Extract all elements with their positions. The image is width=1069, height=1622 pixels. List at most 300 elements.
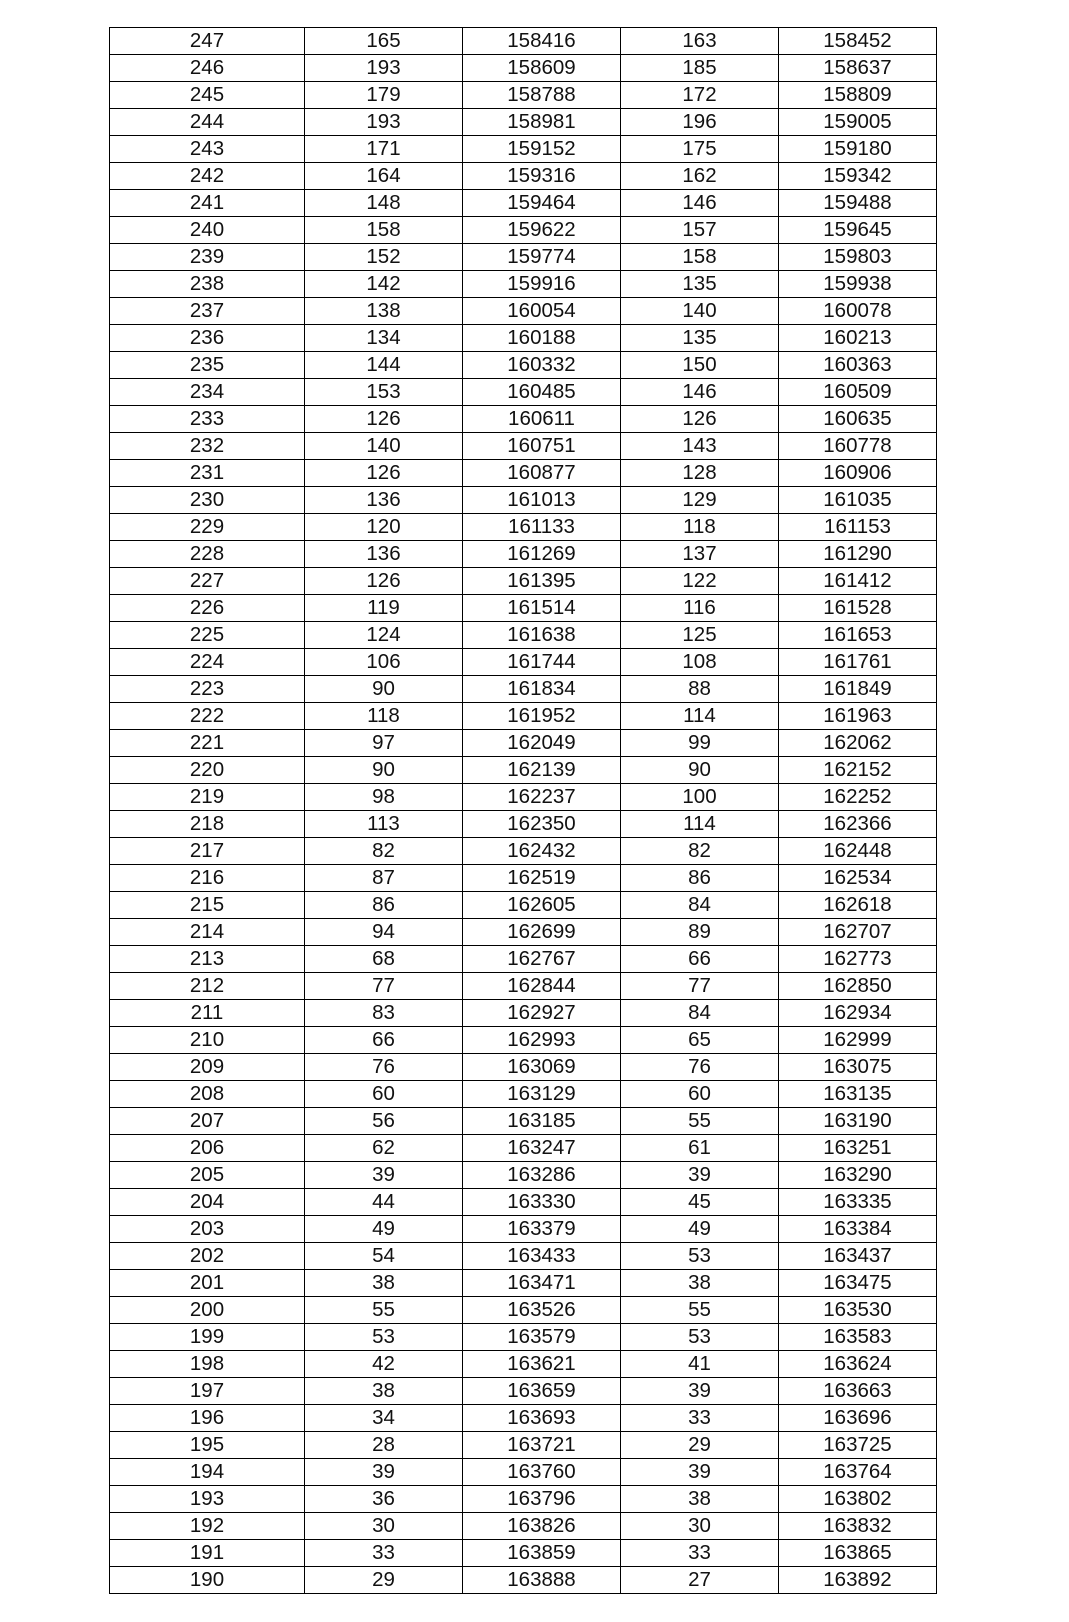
- count-cell: 119: [305, 595, 463, 622]
- cumulative-cell: 162699: [463, 919, 621, 946]
- count-cell: 97: [305, 730, 463, 757]
- count-cell-2: 49: [621, 1216, 779, 1243]
- count-cell: 77: [305, 973, 463, 1000]
- score-cell: 231: [110, 460, 305, 487]
- count-cell: 49: [305, 1216, 463, 1243]
- table-row: [110, 676, 937, 703]
- cumulative-cell: 160877: [463, 460, 621, 487]
- cumulative-cell: 163796: [463, 1486, 621, 1513]
- cumulative-cell-2: 163290: [779, 1162, 937, 1189]
- count-cell: 90: [305, 676, 463, 703]
- count-cell: 126: [305, 406, 463, 433]
- count-cell-2: 86: [621, 865, 779, 892]
- count-cell-2: 33: [621, 1405, 779, 1432]
- count-cell: 39: [305, 1459, 463, 1486]
- score-cell: 207: [110, 1108, 305, 1135]
- count-cell-2: 99: [621, 730, 779, 757]
- cumulative-cell: 163826: [463, 1513, 621, 1540]
- count-cell-2: 122: [621, 568, 779, 595]
- table-row: [110, 973, 937, 1000]
- cumulative-cell: 161952: [463, 703, 621, 730]
- score-cell: 200: [110, 1297, 305, 1324]
- table-row: [110, 55, 937, 82]
- score-cell: 193: [110, 1486, 305, 1513]
- count-cell: 76: [305, 1054, 463, 1081]
- cumulative-cell-2: 160906: [779, 460, 937, 487]
- count-cell-2: 114: [621, 703, 779, 730]
- score-cell: 244: [110, 109, 305, 136]
- count-cell: 90: [305, 757, 463, 784]
- count-cell-2: 66: [621, 946, 779, 973]
- count-cell: 54: [305, 1243, 463, 1270]
- cumulative-cell-2: 162366: [779, 811, 937, 838]
- cumulative-cell-2: 161153: [779, 514, 937, 541]
- count-cell: 136: [305, 541, 463, 568]
- cumulative-cell: 163069: [463, 1054, 621, 1081]
- cumulative-cell: 163659: [463, 1378, 621, 1405]
- count-cell: 82: [305, 838, 463, 865]
- cumulative-cell: 161013: [463, 487, 621, 514]
- score-cell: 227: [110, 568, 305, 595]
- score-cell: 229: [110, 514, 305, 541]
- score-cell: 199: [110, 1324, 305, 1351]
- count-cell: 113: [305, 811, 463, 838]
- table-row: [110, 595, 937, 622]
- cumulative-cell: 163526: [463, 1297, 621, 1324]
- count-cell: 124: [305, 622, 463, 649]
- cumulative-cell: 160751: [463, 433, 621, 460]
- score-table-page: [109, 27, 937, 1594]
- table-row: [110, 1405, 937, 1432]
- count-cell-2: 172: [621, 82, 779, 109]
- cumulative-cell: 161133: [463, 514, 621, 541]
- table-row: [110, 271, 937, 298]
- cumulative-cell-2: 163764: [779, 1459, 937, 1486]
- count-cell-2: 118: [621, 514, 779, 541]
- cumulative-cell: 162350: [463, 811, 621, 838]
- count-cell: 144: [305, 352, 463, 379]
- count-cell-2: 135: [621, 325, 779, 352]
- score-cell: 230: [110, 487, 305, 514]
- cumulative-cell-2: 162448: [779, 838, 937, 865]
- count-cell: 193: [305, 55, 463, 82]
- count-cell: 148: [305, 190, 463, 217]
- count-cell-2: 90: [621, 757, 779, 784]
- count-cell-2: 175: [621, 136, 779, 163]
- table-row: [110, 1324, 937, 1351]
- count-cell-2: 140: [621, 298, 779, 325]
- cumulative-cell-2: 163475: [779, 1270, 937, 1297]
- cumulative-cell-2: 159005: [779, 109, 937, 136]
- score-cell: 247: [110, 28, 305, 55]
- table-row: [110, 217, 937, 244]
- table-row: [110, 1216, 937, 1243]
- cumulative-cell-2: 162999: [779, 1027, 937, 1054]
- cumulative-cell-2: 161035: [779, 487, 937, 514]
- count-cell: 60: [305, 1081, 463, 1108]
- cumulative-cell: 160188: [463, 325, 621, 352]
- count-cell: 34: [305, 1405, 463, 1432]
- cumulative-cell: 160611: [463, 406, 621, 433]
- table-row: [110, 298, 937, 325]
- score-cell: 197: [110, 1378, 305, 1405]
- count-cell: 158: [305, 217, 463, 244]
- score-cell: 195: [110, 1432, 305, 1459]
- cumulative-cell: 163579: [463, 1324, 621, 1351]
- count-cell: 42: [305, 1351, 463, 1378]
- score-cell: 232: [110, 433, 305, 460]
- table-row: [110, 1297, 937, 1324]
- count-cell: 33: [305, 1540, 463, 1567]
- score-cell: 237: [110, 298, 305, 325]
- score-cell: 226: [110, 595, 305, 622]
- count-cell: 83: [305, 1000, 463, 1027]
- table-row: [110, 1081, 937, 1108]
- table-row: [110, 811, 937, 838]
- score-cell: 241: [110, 190, 305, 217]
- table-row: [110, 1162, 937, 1189]
- cumulative-cell-2: 161849: [779, 676, 937, 703]
- cumulative-cell: 160485: [463, 379, 621, 406]
- cumulative-cell-2: 160509: [779, 379, 937, 406]
- score-cell: 239: [110, 244, 305, 271]
- cumulative-cell: 159152: [463, 136, 621, 163]
- cumulative-cell-2: 160635: [779, 406, 937, 433]
- cumulative-cell: 162605: [463, 892, 621, 919]
- cumulative-cell: 162993: [463, 1027, 621, 1054]
- score-cell: 236: [110, 325, 305, 352]
- cumulative-cell-2: 162618: [779, 892, 937, 919]
- count-cell: 164: [305, 163, 463, 190]
- score-cell: 238: [110, 271, 305, 298]
- table-row: [110, 1513, 937, 1540]
- score-cell: 196: [110, 1405, 305, 1432]
- score-cell: 223: [110, 676, 305, 703]
- cumulative-cell-2: 159803: [779, 244, 937, 271]
- cumulative-cell-2: 158452: [779, 28, 937, 55]
- cumulative-cell-2: 161412: [779, 568, 937, 595]
- cumulative-cell-2: 163583: [779, 1324, 937, 1351]
- count-cell: 126: [305, 568, 463, 595]
- score-cell: 194: [110, 1459, 305, 1486]
- cumulative-cell: 162139: [463, 757, 621, 784]
- cumulative-cell: 159916: [463, 271, 621, 298]
- cumulative-cell-2: 159180: [779, 136, 937, 163]
- cumulative-cell: 158609: [463, 55, 621, 82]
- cumulative-cell: 162767: [463, 946, 621, 973]
- count-cell: 179: [305, 82, 463, 109]
- cumulative-cell-2: 159645: [779, 217, 937, 244]
- score-cell: 216: [110, 865, 305, 892]
- count-cell: 39: [305, 1162, 463, 1189]
- table-row: [110, 406, 937, 433]
- score-cell: 235: [110, 352, 305, 379]
- count-cell-2: 55: [621, 1108, 779, 1135]
- count-cell-2: 41: [621, 1351, 779, 1378]
- cumulative-cell-2: 158809: [779, 82, 937, 109]
- count-cell: 106: [305, 649, 463, 676]
- score-cell: 233: [110, 406, 305, 433]
- table-row: [110, 163, 937, 190]
- cumulative-cell-2: 162850: [779, 973, 937, 1000]
- count-cell: 120: [305, 514, 463, 541]
- score-cell: 222: [110, 703, 305, 730]
- score-cell: 210: [110, 1027, 305, 1054]
- count-cell: 126: [305, 460, 463, 487]
- table-row: [110, 487, 937, 514]
- score-cell: 192: [110, 1513, 305, 1540]
- count-cell: 142: [305, 271, 463, 298]
- score-cell: 205: [110, 1162, 305, 1189]
- cumulative-cell-2: 163832: [779, 1513, 937, 1540]
- count-cell-2: 137: [621, 541, 779, 568]
- cumulative-cell: 162844: [463, 973, 621, 1000]
- table-row: [110, 514, 937, 541]
- count-cell: 153: [305, 379, 463, 406]
- cumulative-cell-2: 162062: [779, 730, 937, 757]
- count-cell: 98: [305, 784, 463, 811]
- table-row: [110, 757, 937, 784]
- table-row: [110, 244, 937, 271]
- count-cell: 55: [305, 1297, 463, 1324]
- score-cell: 245: [110, 82, 305, 109]
- count-cell-2: 157: [621, 217, 779, 244]
- table-row: [110, 1000, 937, 1027]
- score-cell: 217: [110, 838, 305, 865]
- score-cell: 212: [110, 973, 305, 1000]
- cumulative-cell-2: 162773: [779, 946, 937, 973]
- table-row: [110, 1108, 937, 1135]
- table-row: [110, 1378, 937, 1405]
- table-row: [110, 838, 937, 865]
- count-cell-2: 150: [621, 352, 779, 379]
- count-cell-2: 89: [621, 919, 779, 946]
- table-row: [110, 1459, 937, 1486]
- count-cell-2: 163: [621, 28, 779, 55]
- count-cell-2: 39: [621, 1162, 779, 1189]
- count-cell-2: 146: [621, 190, 779, 217]
- count-cell: 29: [305, 1567, 463, 1594]
- table-body: [110, 28, 937, 1594]
- score-cell: 214: [110, 919, 305, 946]
- table-row: [110, 946, 937, 973]
- cumulative-cell-2: 161528: [779, 595, 937, 622]
- count-cell-2: 39: [621, 1459, 779, 1486]
- count-cell: 56: [305, 1108, 463, 1135]
- table-row: [110, 1351, 937, 1378]
- count-cell: 66: [305, 1027, 463, 1054]
- score-cell: 198: [110, 1351, 305, 1378]
- table-row: [110, 1135, 937, 1162]
- cumulative-cell: 163185: [463, 1108, 621, 1135]
- score-cell: 219: [110, 784, 305, 811]
- score-cell: 224: [110, 649, 305, 676]
- cumulative-cell-2: 158637: [779, 55, 937, 82]
- cumulative-cell-2: 163075: [779, 1054, 937, 1081]
- count-cell-2: 84: [621, 892, 779, 919]
- cumulative-cell: 163286: [463, 1162, 621, 1189]
- cumulative-cell-2: 161761: [779, 649, 937, 676]
- table-row: [110, 568, 937, 595]
- table-row: [110, 1243, 937, 1270]
- score-cell: 225: [110, 622, 305, 649]
- score-cell: 213: [110, 946, 305, 973]
- count-cell-2: 114: [621, 811, 779, 838]
- cumulative-cell-2: 163865: [779, 1540, 937, 1567]
- count-cell: 171: [305, 136, 463, 163]
- count-cell: 193: [305, 109, 463, 136]
- count-cell-2: 116: [621, 595, 779, 622]
- table-row: [110, 460, 937, 487]
- cumulative-cell: 161395: [463, 568, 621, 595]
- cumulative-cell-2: 161653: [779, 622, 937, 649]
- cumulative-cell: 160332: [463, 352, 621, 379]
- table-row: [110, 82, 937, 109]
- cumulative-cell: 163888: [463, 1567, 621, 1594]
- cumulative-cell-2: 160778: [779, 433, 937, 460]
- count-cell-2: 53: [621, 1324, 779, 1351]
- cumulative-cell-2: 160363: [779, 352, 937, 379]
- table-row: [110, 1027, 937, 1054]
- score-cell: 209: [110, 1054, 305, 1081]
- cumulative-cell-2: 163135: [779, 1081, 937, 1108]
- count-cell-2: 38: [621, 1486, 779, 1513]
- count-cell: 94: [305, 919, 463, 946]
- count-cell: 136: [305, 487, 463, 514]
- table-row: [110, 784, 937, 811]
- cumulative-cell-2: 163663: [779, 1378, 937, 1405]
- cumulative-cell: 160054: [463, 298, 621, 325]
- count-cell-2: 100: [621, 784, 779, 811]
- count-cell-2: 108: [621, 649, 779, 676]
- cumulative-cell-2: 163802: [779, 1486, 937, 1513]
- count-cell: 30: [305, 1513, 463, 1540]
- cumulative-cell-2: 162707: [779, 919, 937, 946]
- count-cell-2: 82: [621, 838, 779, 865]
- count-cell-2: 76: [621, 1054, 779, 1081]
- count-cell: 87: [305, 865, 463, 892]
- cumulative-cell: 161269: [463, 541, 621, 568]
- cumulative-cell-2: 162534: [779, 865, 937, 892]
- score-cell: 204: [110, 1189, 305, 1216]
- table-row: [110, 190, 937, 217]
- count-cell-2: 125: [621, 622, 779, 649]
- score-cell: 242: [110, 163, 305, 190]
- cumulative-cell-2: 163190: [779, 1108, 937, 1135]
- count-cell: 140: [305, 433, 463, 460]
- score-cell: 246: [110, 55, 305, 82]
- table-row: [110, 433, 937, 460]
- cumulative-cell: 162519: [463, 865, 621, 892]
- count-cell-2: 84: [621, 1000, 779, 1027]
- count-cell: 152: [305, 244, 463, 271]
- score-cell: 221: [110, 730, 305, 757]
- cumulative-cell: 159774: [463, 244, 621, 271]
- count-cell: 36: [305, 1486, 463, 1513]
- count-cell-2: 60: [621, 1081, 779, 1108]
- score-cell: 243: [110, 136, 305, 163]
- cumulative-cell-2: 161290: [779, 541, 937, 568]
- table-row: [110, 649, 937, 676]
- table-row: [110, 109, 937, 136]
- cumulative-cell: 162432: [463, 838, 621, 865]
- score-cell: 228: [110, 541, 305, 568]
- table-row: [110, 622, 937, 649]
- count-cell-2: 39: [621, 1378, 779, 1405]
- table-row: [110, 541, 937, 568]
- table-row: [110, 703, 937, 730]
- count-cell-2: 128: [621, 460, 779, 487]
- cumulative-cell: 163247: [463, 1135, 621, 1162]
- score-cell: 206: [110, 1135, 305, 1162]
- table-row: [110, 1486, 937, 1513]
- cumulative-cell: 159464: [463, 190, 621, 217]
- score-cell: 215: [110, 892, 305, 919]
- cumulative-cell-2: 162934: [779, 1000, 937, 1027]
- cumulative-cell: 161744: [463, 649, 621, 676]
- cumulative-cell: 159316: [463, 163, 621, 190]
- count-cell: 62: [305, 1135, 463, 1162]
- cumulative-cell: 163693: [463, 1405, 621, 1432]
- count-cell-2: 45: [621, 1189, 779, 1216]
- cumulative-cell: 158788: [463, 82, 621, 109]
- count-cell: 138: [305, 298, 463, 325]
- count-cell: 134: [305, 325, 463, 352]
- score-cell: 220: [110, 757, 305, 784]
- count-cell-2: 30: [621, 1513, 779, 1540]
- score-distribution-table: [109, 27, 937, 1594]
- count-cell: 118: [305, 703, 463, 730]
- score-cell: 203: [110, 1216, 305, 1243]
- cumulative-cell: 163721: [463, 1432, 621, 1459]
- cumulative-cell-2: 159342: [779, 163, 937, 190]
- cumulative-cell: 162049: [463, 730, 621, 757]
- count-cell: 38: [305, 1378, 463, 1405]
- count-cell-2: 88: [621, 676, 779, 703]
- table-row: [110, 892, 937, 919]
- cumulative-cell-2: 162152: [779, 757, 937, 784]
- count-cell-2: 143: [621, 433, 779, 460]
- count-cell-2: 146: [621, 379, 779, 406]
- cumulative-cell: 163471: [463, 1270, 621, 1297]
- table-row: [110, 865, 937, 892]
- cumulative-cell-2: 159938: [779, 271, 937, 298]
- table-row: [110, 1432, 937, 1459]
- count-cell-2: 33: [621, 1540, 779, 1567]
- cumulative-cell-2: 163437: [779, 1243, 937, 1270]
- cumulative-cell: 158416: [463, 28, 621, 55]
- count-cell: 38: [305, 1270, 463, 1297]
- cumulative-cell-2: 160078: [779, 298, 937, 325]
- score-cell: 234: [110, 379, 305, 406]
- cumulative-cell: 159622: [463, 217, 621, 244]
- cumulative-cell: 162237: [463, 784, 621, 811]
- count-cell-2: 61: [621, 1135, 779, 1162]
- count-cell-2: 65: [621, 1027, 779, 1054]
- table-row: [110, 1054, 937, 1081]
- table-row: [110, 325, 937, 352]
- count-cell: 68: [305, 946, 463, 973]
- cumulative-cell: 163379: [463, 1216, 621, 1243]
- table-row: [110, 1189, 937, 1216]
- score-cell: 202: [110, 1243, 305, 1270]
- cumulative-cell-2: 163335: [779, 1189, 937, 1216]
- count-cell: 28: [305, 1432, 463, 1459]
- count-cell-2: 158: [621, 244, 779, 271]
- cumulative-cell-2: 163530: [779, 1297, 937, 1324]
- cumulative-cell: 163433: [463, 1243, 621, 1270]
- table-row: [110, 919, 937, 946]
